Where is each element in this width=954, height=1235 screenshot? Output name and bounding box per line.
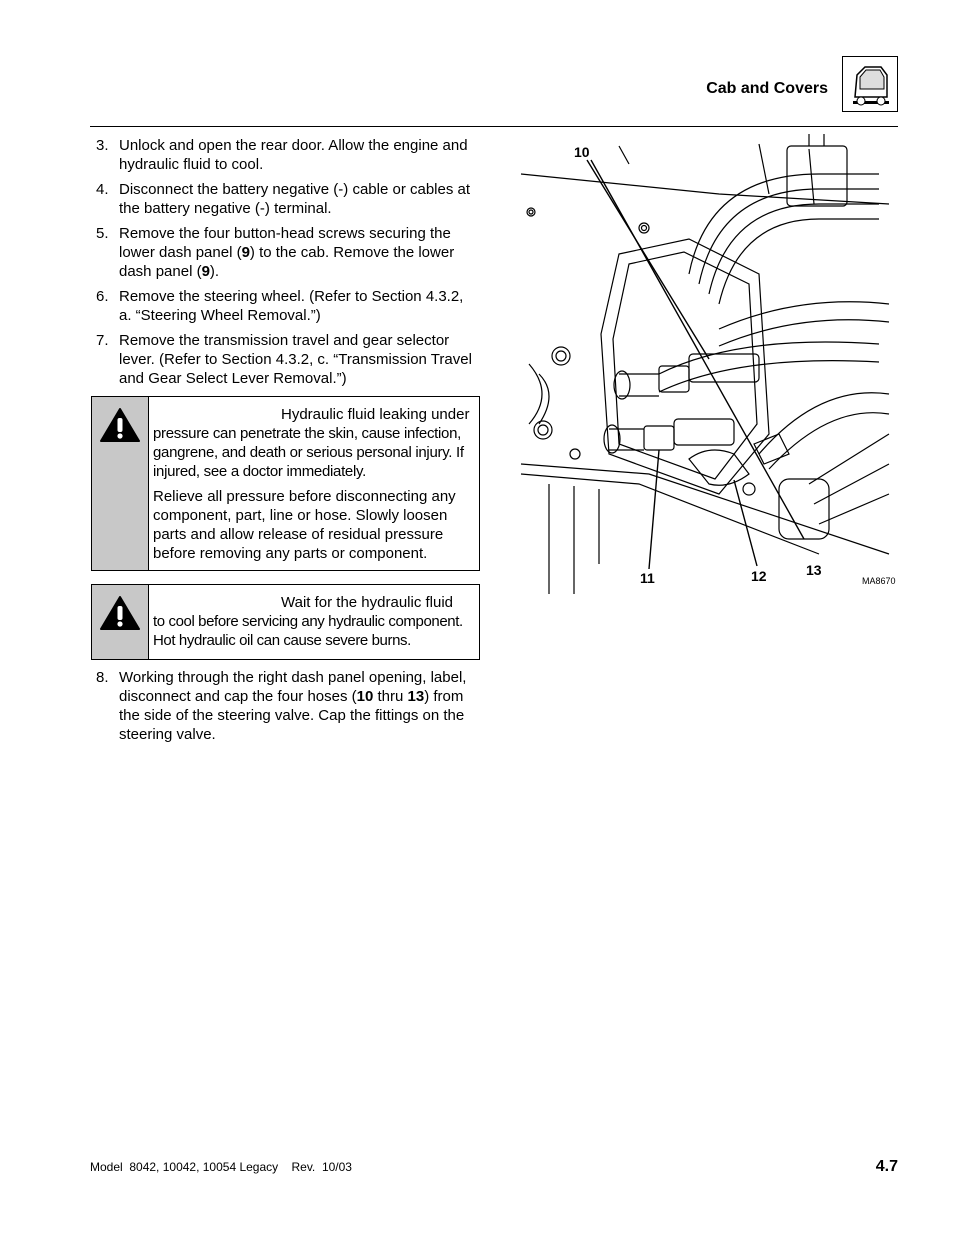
callout-13: 13 (806, 562, 822, 578)
warning-text (149, 585, 479, 659)
footer-model: Model 8042, 10042, 10054 Legacy Rev. 10/03 (90, 1160, 352, 1174)
page-number: 4.7 (875, 1158, 898, 1175)
callout-10: 10 (574, 144, 590, 160)
list-item (90, 180, 480, 218)
list-item (90, 331, 480, 388)
part-ref: 13 (407, 688, 425, 705)
step-text: Disconnect the battery negative (-) cable or cables at the battery negative (-) terminal. (119, 181, 471, 217)
list-item (90, 136, 480, 174)
procedure-steps-continued (90, 668, 480, 750)
step-text: Unlock and open the rear door. Allow the engine and hydraulic fluid to cool. (119, 137, 468, 173)
callout-12: 12 (751, 568, 767, 584)
warning-triangle-icon (99, 407, 141, 443)
step-number: 7. (96, 332, 109, 349)
step-number: 5. (96, 225, 109, 242)
steering-valve-illustration (519, 134, 899, 594)
warning-lead: Hydraulic fluid leaking under (281, 406, 470, 423)
warning-box-pressure (91, 396, 480, 571)
step-number: 8. (96, 669, 109, 686)
step-text: Remove the transmission travel and gear selector lever. (Refer to Section 4.3.2, c. “Transmission Travel and Gear Select Lever Removal.”) (119, 332, 472, 387)
hoses-line-drawing (519, 134, 899, 594)
warning-line: to cool before servicing any hydraulic component. Hot hydraulic oil can cause severe burns. (153, 613, 463, 649)
step-number: 3. (96, 137, 109, 154)
list-item (90, 287, 480, 325)
cab-icon (842, 56, 898, 112)
warning-triangle-icon (99, 595, 141, 631)
part-ref: 9 (241, 244, 250, 261)
warning-text (149, 397, 479, 570)
procedure-steps (90, 136, 480, 394)
header-rule (90, 126, 898, 127)
warning-lead: Wait for the hydraulic fluid (281, 594, 454, 611)
step-text: Remove the four button-head screws securing the lower dash panel (9) to the cab. Remove the lower dash panel (9). (119, 225, 455, 280)
list-item (90, 224, 480, 281)
step-number: 4. (96, 181, 109, 198)
part-ref: 9 (201, 263, 210, 280)
section-title: Cab and Covers (706, 80, 828, 97)
step-text: Working through the right dash panel opening, label, disconnect and cap the four hoses (10 thru 13) from the side of the steering valve. Cap the fittings on the steering valve. (119, 669, 467, 743)
step-text: Remove the steering wheel. (Refer to Section 4.3.2, a. “Steering Wheel Removal.”) (119, 288, 464, 324)
list-item (90, 668, 480, 744)
figure-id: MA8670 (862, 576, 896, 586)
warning-line: pressure can penetrate the skin, cause infection, gangrene, and death or serious personal injury. If injured, see a doctor immediately. (153, 425, 464, 480)
step-number: 6. (96, 288, 109, 305)
callout-11: 11 (640, 570, 655, 586)
warning-paragraph: Relieve all pressure before disconnecting any component, part, line or hose. Slowly loosen parts and allow release of residual pressure before removing any parts or component. (153, 488, 456, 562)
part-ref: 10 (356, 688, 374, 705)
warning-sidebar (92, 397, 149, 570)
warning-box-hot-oil (91, 584, 480, 660)
warning-sidebar (92, 585, 149, 659)
